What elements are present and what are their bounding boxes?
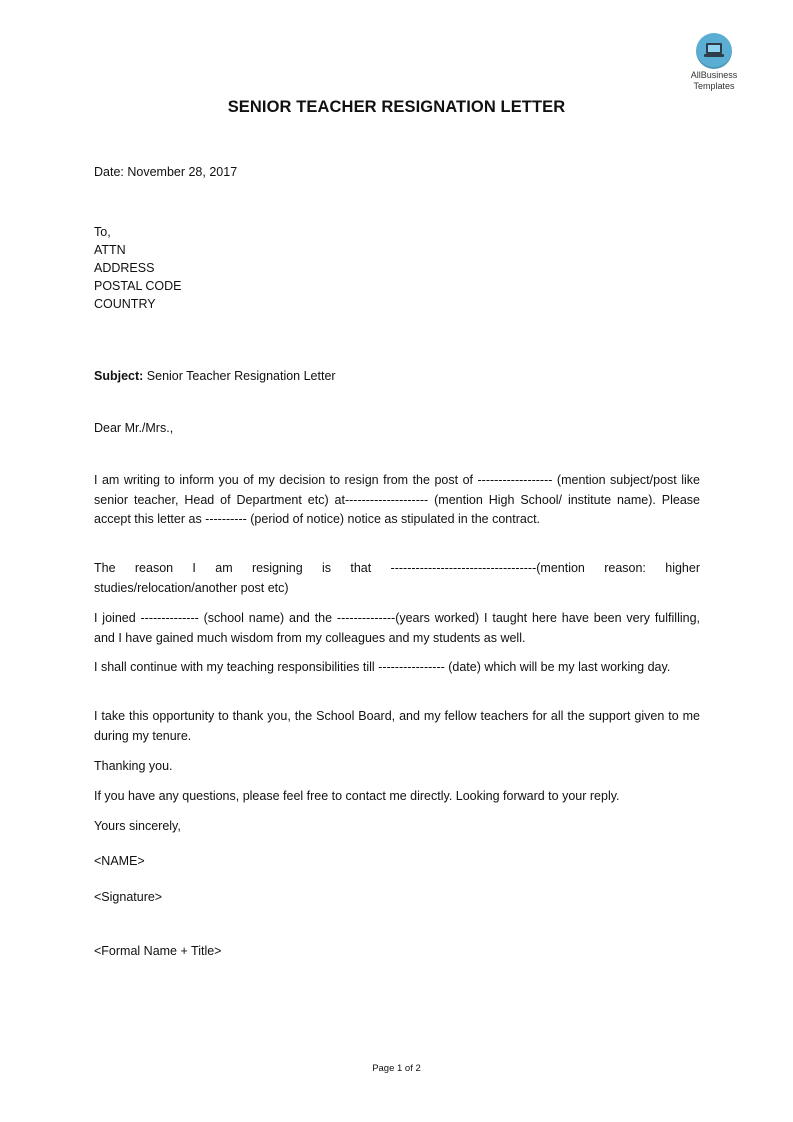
paragraph-thanks: I take this opportunity to thank you, the School Board, and my fellow teachers for all the support given to me during my tenure. — [94, 709, 700, 743]
closing-name: <NAME> — [94, 854, 145, 868]
paragraph-reason: The reason I am resigning is that -----------------------------------(mention reason: higher studies/relocation/another post etc) — [94, 561, 700, 595]
page-number: Page 1 of 2 — [372, 1063, 421, 1074]
laptop-icon — [696, 33, 732, 69]
logo-text-line2: Templates — [693, 81, 735, 91]
document-title: SENIOR TEACHER RESIGNATION LETTER — [227, 98, 566, 116]
subject-text: Senior Teacher Resignation Letter — [143, 369, 336, 383]
paragraph-experience: I joined -------------- (school name) and the --------------(years worked) I taught here have been very fulfilling, and I have gained much wisdom from my colleagues and my students as well. — [94, 611, 700, 645]
address-line: ADDRESS — [94, 261, 155, 275]
address-country: COUNTRY — [94, 297, 156, 311]
address-attn: ATTN — [94, 243, 126, 257]
salutation: Dear Mr./Mrs., — [94, 421, 174, 435]
paragraph-thanking: Thanking you. — [94, 759, 173, 773]
address-postal-code: POSTAL CODE — [94, 279, 182, 293]
closing-signature: <Signature> — [94, 890, 163, 904]
letter-date: Date: November 28, 2017 — [94, 165, 238, 179]
paragraph-intent: I am writing to inform you of my decision to resign from the post of ------------------ (mention subject/post like senior teacher, Head of Department etc) at-------------------- (mention High School/ institute name). Please accept this letter as ---------- (period of notice) notice as stipulated in the contract. — [94, 473, 700, 526]
paragraph-contact: If you have any questions, please feel free to contact me directly. Looking forward to your reply. — [94, 789, 620, 803]
recipient-address — [94, 223, 182, 313]
subject-line — [94, 367, 336, 385]
company-logo — [678, 33, 750, 91]
address-to: To, — [94, 225, 111, 239]
subject-label: Subject: — [94, 369, 144, 383]
paragraph-sign-off: Yours sincerely, — [94, 819, 181, 833]
logo-text-line1: AllBusiness — [690, 70, 738, 80]
closing-formal-name: <Formal Name + Title> — [94, 944, 222, 958]
paragraph-last-day: I shall continue with my teaching responsibilities till ---------------- (date) which will be my last working day. — [94, 660, 671, 674]
